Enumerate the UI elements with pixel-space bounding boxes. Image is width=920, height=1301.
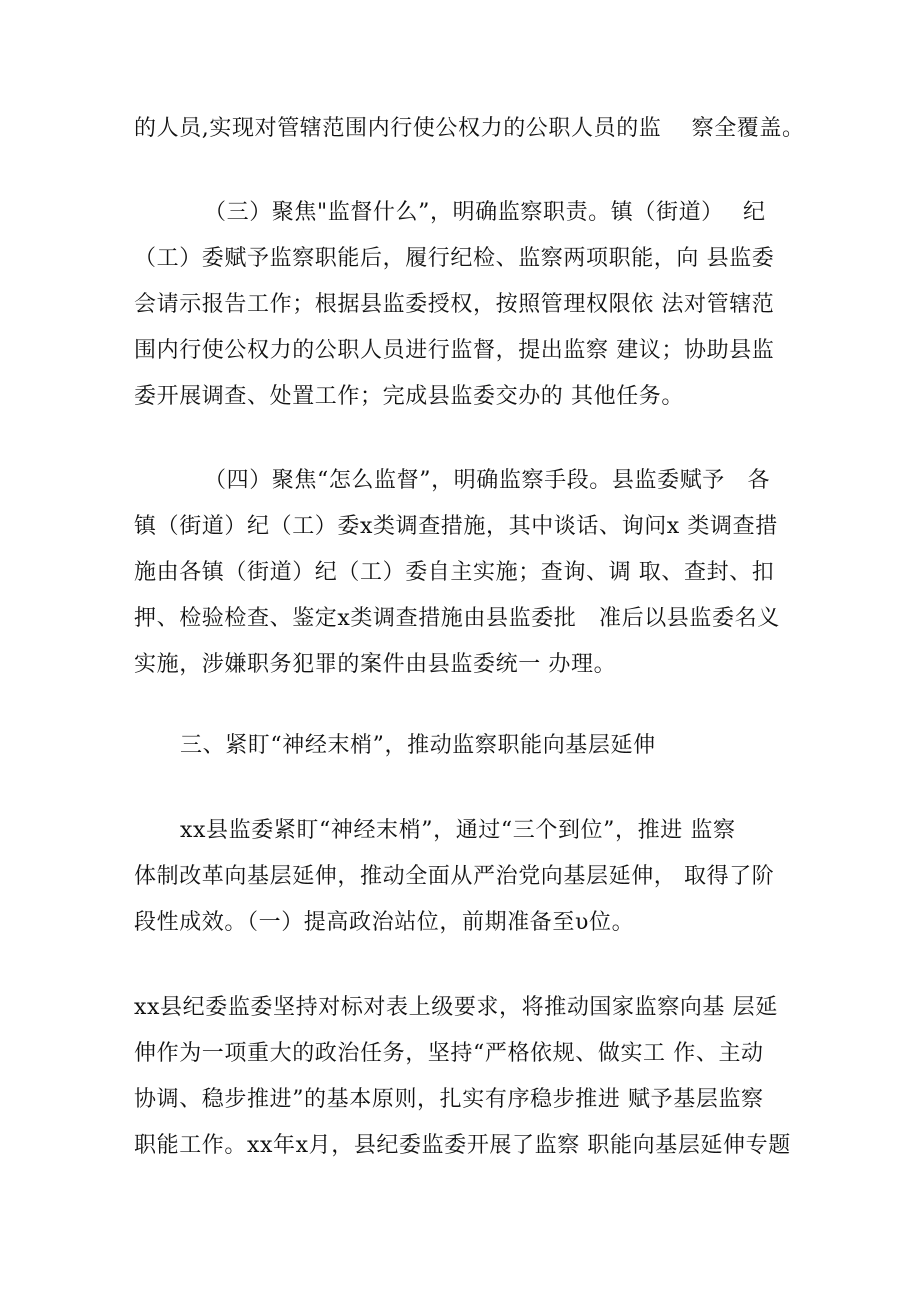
paragraph-line: 押、检验检查、鉴定x类调查措施由县监委批 准后以县监委名义 [134, 606, 780, 631]
paragraph-line: xx县纪委监委坚持对标对表上级要求，将推动国家监察向基 层延 [134, 995, 778, 1020]
paragraph-line: 会请示报告工作；根据县监委授权，按照管理权限依 法对管辖范 [134, 292, 775, 317]
paragraph-line: 委开展调查、处置工作；完成县监委交办的 其他任务。 [134, 384, 684, 409]
paragraph-line: xx县监委紧盯“神经末梢”，通过“三个到位”，推进 监察 [180, 818, 736, 843]
paragraph-line: 镇（街道）纪（工）委x类调查措施，其中谈话、询问x 类调查措 [134, 514, 778, 539]
paragraph-line: 体制改革向基层延伸，推动全面从严治党向基层延伸， 取得了阶 [134, 864, 775, 889]
paragraph-line: 伸作为一项重大的政治任务，坚持“严格依规、做实工 作、主动 [134, 1041, 764, 1066]
paragraph-line: 实施，涉嫌职务犯罪的案件由县监委统一 办理。 [134, 652, 617, 677]
paragraph-line: 协调、稳步推进”的基本原则，扎实有序稳步推进 赋予基层监察 [134, 1087, 764, 1112]
paragraph-line: （工）委赋予监察职能后，履行纪检、监察两项职能，向 县监委 [134, 246, 775, 271]
paragraph-line: 围内行使公权力的公职人员进行监督，提出监察 建议；协助县监 [134, 338, 775, 363]
paragraph-line: 职能工作。xx年x月，县纪委监委开展了监察 职能向基层延伸专题 [134, 1133, 791, 1158]
section-heading: 三、紧盯“神经末梢”，推动监察职能向基层延伸 [180, 733, 656, 758]
paragraph-line: 段性成效。（一）提高政治站位，前期准备至υ位。 [134, 910, 635, 935]
paragraph-line: （三）聚焦"监督什么”，明确监察职责。镇（街道） 纪 [204, 200, 766, 225]
paragraph-line: 施由各镇（街道）纪（工）委自主实施；查询、调 取、查封、扣 [134, 560, 775, 585]
paragraph-line: 的人员,实现对管辖范围内行使公权力的公职人员的监 察全覆盖。 [134, 116, 805, 141]
paragraph-line: （四）聚焦“怎么监督”，明确监察手段。县监委赋予 各 [204, 468, 771, 493]
